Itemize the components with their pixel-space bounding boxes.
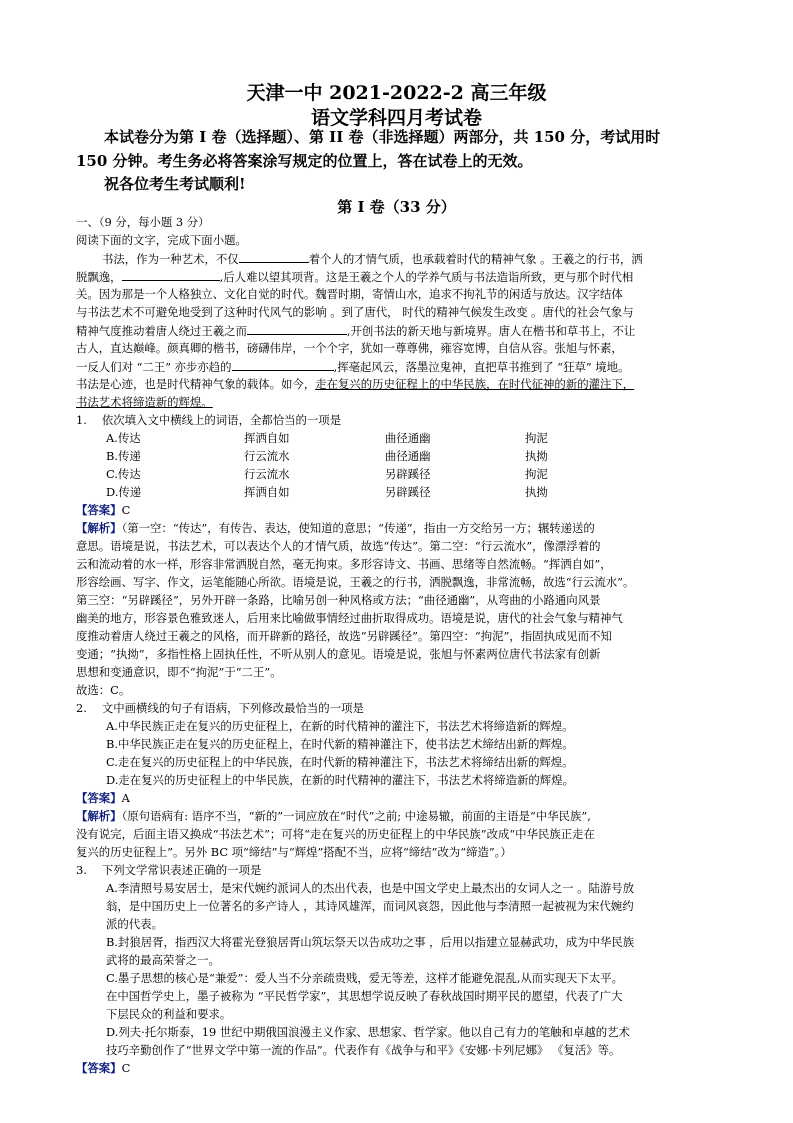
q1-option-cell: 行云流水 xyxy=(244,449,290,463)
q3-option-text: 下层民众的利益和要求。 xyxy=(106,1007,232,1021)
underlined-sentence: 书法艺术将缔造新的辉煌。 xyxy=(76,395,213,409)
passage-line: 精神气度推动着唐人绕过王羲之而 ,开创书法的新天地与新境界。唐人在楷书和草书上，不让 xyxy=(76,324,636,338)
question-1-stem: 1. 依次填入文中横线上的词语，全都恰当的一项是 xyxy=(76,413,342,427)
analysis-tag: 【解析】 xyxy=(76,521,122,535)
intro-line-1: 本试卷分为第 I 卷（选择题）、第 II 卷（非选择题）两部分，共 150 分，考试用时 xyxy=(104,128,661,146)
fill-blank-1 xyxy=(239,250,309,263)
passage-line: 与书法艺术不可避免地受到了这种时代风气的影响 。到了唐代， 时代的精神气候发生改变 。唐代的社会气象与 xyxy=(76,305,634,319)
passage-line: 关。因为那是一个人格独立、文化自觉的时代。魏晋时期，寄情山水，追求不拘礼节的闲适与放达。汉字结体 xyxy=(76,287,623,301)
q3-option-b: B.封狼居胥，指西汉大将霍光登狼居胥山筑坛祭天以告成功之事 ，后用以指建立显赫武功，成为中华民族 xyxy=(106,935,635,949)
section-title: 第 I 卷（33 分） xyxy=(337,198,456,216)
answer-tag: 【答案】 xyxy=(76,503,122,517)
q1-conclusion: 故选：C。 xyxy=(76,683,131,697)
q2-analysis-line: 复兴的历史征程上”。另外 BC 项“缔结”与“辉煌”搭配不当，应将“缔结”改为“缔造”。） xyxy=(76,845,512,859)
q1-option-cell: 执拗 xyxy=(525,449,548,463)
q2-option-d: D.走在复兴的历史征程上的中华民族，在新的时代精神的灌注下，书法艺术将缔造新的辉煌。 xyxy=(106,773,574,787)
fill-blank-3 xyxy=(247,322,347,335)
intro-line-2: 150 分钟。考生务必将答案涂写规定的位置上，答在试卷上的无效。 xyxy=(76,152,533,170)
part1-instruction: 阅读下面的文字，完成下面小题。 xyxy=(76,233,247,247)
q2-answer xyxy=(76,790,130,807)
q1-option-cell: 另辟蹊径 xyxy=(385,485,431,499)
q2-analysis-line: 【解析】（原句语病有: 语序不当，“新的”一词应放在“时代”之前; 中途易辙，前面的主语是“中华民族”, xyxy=(76,809,591,823)
q1-analysis-line: 意思。语境是说，书法艺术，可以表达个人的才情气质，故选“传达”。第二空：“行云流水”，像漂浮着的 xyxy=(76,539,601,553)
q1-analysis-line: 【解析】（第一空：“传达”，有传告、表达，使知道的意思；“传递”，指由一方交给另一方；辗转递送的 xyxy=(76,521,595,535)
fill-blank-4 xyxy=(232,358,334,371)
q1-option-cell: 执拗 xyxy=(525,485,548,499)
question-3-stem: 3. 下列文学常识表述正确的一项是 xyxy=(76,863,262,877)
q1-option-a: A.传达 xyxy=(106,431,141,445)
q1-analysis-line: 云和流动着的水一样，形容非常洒脱自然，毫无拘束。多形容诗文、书画、思绪等自然流畅。“挥洒自如”， xyxy=(76,557,612,571)
q1-option-cell: 挥洒自如 xyxy=(244,485,290,499)
q3-option-text: 派的代表。 xyxy=(106,917,163,931)
q1-analysis-line: 度推动着唐人绕过王羲之的风格，而开辟新的路径，故选“另辟蹊径”。第四空：“拘泥”，指固执成见而不知 xyxy=(76,629,612,643)
answer-value: C xyxy=(121,1061,131,1075)
analysis-tag: 【解析】 xyxy=(76,809,122,823)
q1-analysis-line: 第三空：“另辟蹊径”，另外开辟一条路，比喻另创一种风格或方法；“曲径通幽”，从弯曲的小路通向风景 xyxy=(76,593,601,607)
q1-option-cell: 曲径通幽 xyxy=(385,431,431,445)
fill-blank-2 xyxy=(122,268,220,281)
q1-option-c: C.传达 xyxy=(106,467,141,481)
q2-analysis-line: 没有说完，后面主语又换成“书法艺术”；可将“走在复兴的历史征程上的中华民族”改成“中华民族正走在 xyxy=(76,827,595,841)
q3-answer xyxy=(76,1060,130,1077)
q1-analysis-line: 幽美的地方，形容景色雅致迷人，后用来比喻做事情经过曲折取得成功。语境是说，唐代的社会气象与精神气 xyxy=(76,611,623,625)
q1-option-cell: 拘泥 xyxy=(525,467,548,481)
intro-line-3: 祝各位考生考试顺利! xyxy=(104,175,246,193)
passage-line: 脱飘逸， ,后人难以望其项背。这是王羲之个人的学养气质与书法造诣所致，更与那个时代相 xyxy=(76,270,634,284)
q1-option-cell: 曲径通幽 xyxy=(385,449,431,463)
passage-line: 古人，直达巅峰。颜真卿的楷书，磅礴伟岸，一个个字，犹如一尊尊佛，雍容宽博，自信从容。张旭与怀素， xyxy=(76,341,623,355)
q1-option-cell: 挥洒自如 xyxy=(244,431,290,445)
q3-option-text: 武将的最高荣誉之一。 xyxy=(106,953,220,967)
q3-option-text: 在中国哲学史上，墨子被称为 “平民哲学家”，其思想学说反映了春秋战国时期平民的愿望，代表了广大 xyxy=(106,989,623,1003)
q1-option-d: D.传递 xyxy=(106,485,142,499)
q1-option-cell: 行云流水 xyxy=(244,467,290,481)
q1-analysis-line: 思想和变通意识，即不“拘泥”于“二王”。 xyxy=(76,665,282,679)
q1-answer xyxy=(76,502,130,519)
question-2-stem: 2. 文中画横线的句子有语病，下列修改最恰当的一项是 xyxy=(76,701,364,715)
answer-value: A xyxy=(121,791,130,805)
answer-tag: 【答案】 xyxy=(76,1061,122,1075)
exam-title: 天津一中 2021-2022-2 高三年级 xyxy=(246,82,547,104)
q2-option-b: B.中华民族正走在复兴的历史征程上，在时代新的精神灌注下，使书法艺术缔结出新的辉煌。 xyxy=(106,737,574,751)
passage-line: 书法是心迹，也是时代精神气象的载体。如今，走在复兴的历史征程上的中华民族，在时代征神的新的灌注下， xyxy=(76,377,635,391)
part1-heading: 一、（9 分，每小题 3 分） xyxy=(76,215,210,229)
q1-analysis-line: 形容绘画、写字、作文，运笔能随心所欲。语境是说，王羲之的行书，洒脱飘逸，非常流畅，故选“行云流水”。 xyxy=(76,575,635,589)
q2-option-c: C.走在复兴的历史征程上的中华民族，在时代新的精神灌注下，书法艺术将缔结出新的辉煌。 xyxy=(106,755,574,769)
q3-option-text: 技巧辛勤创作了“世界文学中第一流的作品”。代表作有《战争与和平》《安娜·卡列尼娜》 《复活》等。 xyxy=(106,1043,621,1057)
q3-option-c: C.墨子思想的核心是“兼爱”：爱人当不分亲疏贵贱，爱无等差，这样才能避免混乱,从而实现天下太平。 xyxy=(106,971,623,985)
q3-option-d: D.列夫·托尔斯泰，19 世纪中期俄国浪漫主义作家、思想家、哲学家。他以自己有力的笔触和卓越的艺术 xyxy=(106,1025,630,1039)
passage-line: 书法，作为一种艺术，不仅 着个人的才情气质，也承载着时代的精神气象 。王羲之的行书，洒 xyxy=(102,252,643,266)
q1-option-cell: 拘泥 xyxy=(525,431,548,445)
q1-analysis-line: 变通；“执拗”，多指性格上固执任性，不听从别人的意见。语境是说，张旭与怀素两位唐代书法家有创新 xyxy=(76,647,601,661)
answer-value: C xyxy=(121,503,131,517)
q2-option-a: A.中华民族正走在复兴的历史征程上，在新的时代精神的灌注下，书法艺术将缔造新的辉煌。 xyxy=(106,719,574,733)
answer-tag: 【答案】 xyxy=(76,791,122,805)
passage-line: 一反人们对 “二王” 亦步亦趋的 ,挥毫起风云，落墨泣鬼神，直把草书推到了 “狂草” 境地。 xyxy=(76,360,630,374)
q1-option-cell: 另辟蹊径 xyxy=(385,467,431,481)
q3-option-text: 翁，是中国历史上一位著名的多产诗人 ，其诗风雄浑，而词风哀怨，因此他与李清照一起被视为宋代婉约 xyxy=(106,899,634,913)
q3-option-a: A.李清照号易安居士，是宋代婉约派词人的杰出代表，也是中国文学史上最杰出的女词人之一 。陆游号放 xyxy=(106,881,635,895)
exam-subtitle: 语文学科四月考试卷 xyxy=(310,107,482,129)
q1-option-b: B.传递 xyxy=(106,449,141,463)
underlined-sentence: 走在复兴的历史征程上的中华民族，在时代征神的新的灌注下， xyxy=(315,377,635,391)
